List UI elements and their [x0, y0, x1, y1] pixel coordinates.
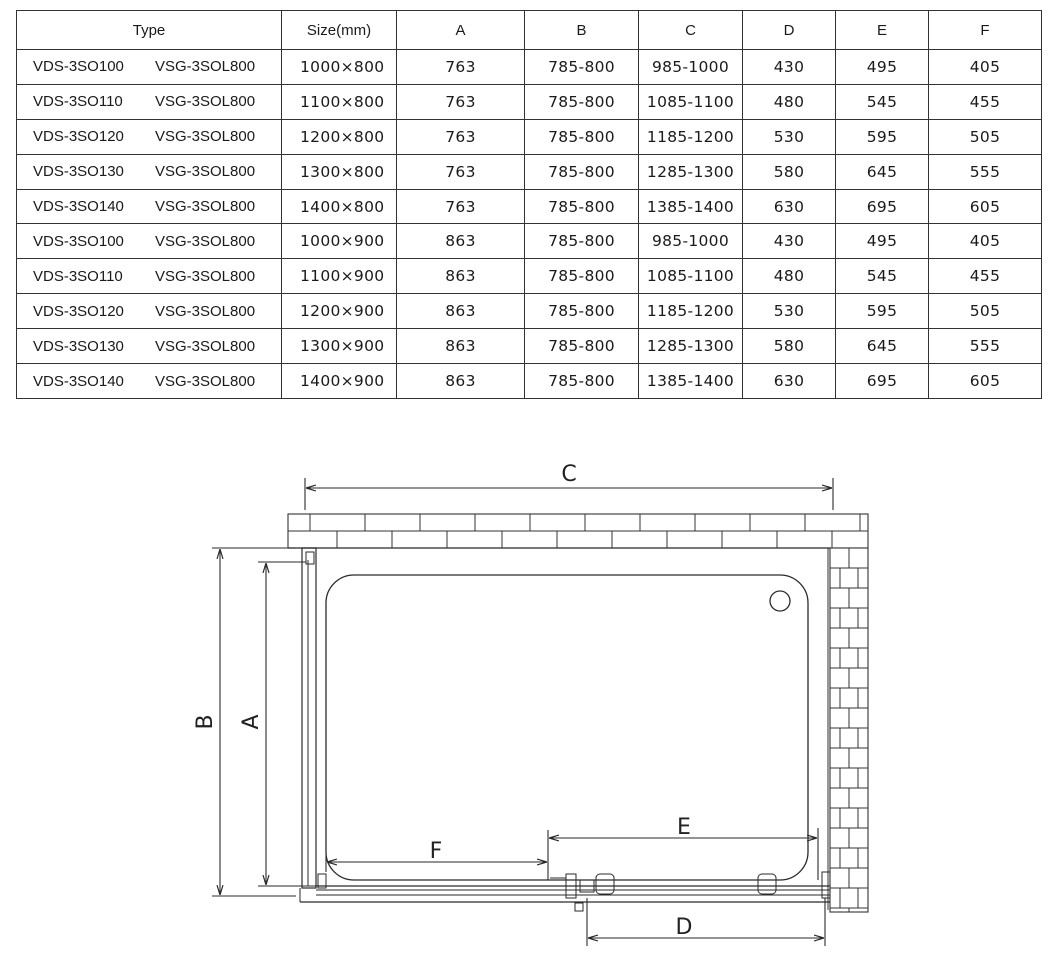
dimension-d — [587, 898, 825, 946]
e-cell: 695 — [836, 189, 929, 224]
header-a: A — [397, 11, 525, 50]
drain — [770, 591, 790, 611]
c-cell: 1285-1300 — [639, 154, 743, 189]
b-cell: 785-800 — [525, 189, 639, 224]
e-cell: 645 — [836, 154, 929, 189]
model-code: VDS-3SO130 — [33, 163, 124, 181]
a-cell: 863 — [397, 294, 525, 329]
a-cell: 863 — [397, 329, 525, 364]
c-cell: 1185-1200 — [639, 294, 743, 329]
dimension-a — [258, 562, 316, 886]
size-cell: 1400×900 — [282, 364, 397, 399]
c-cell: 1085-1100 — [639, 84, 743, 119]
d-cell: 580 — [743, 154, 836, 189]
b-cell: 785-800 — [525, 329, 639, 364]
f-cell: 505 — [929, 119, 1042, 154]
b-cell: 785-800 — [525, 84, 639, 119]
variant-code: VSG-3SOL800 — [155, 337, 256, 355]
f-cell: 505 — [929, 294, 1042, 329]
a-cell: 763 — [397, 189, 525, 224]
size-cell: 1000×900 — [282, 224, 397, 259]
variant-code: VSG-3SOL800 — [155, 198, 256, 215]
d-cell: 430 — [743, 50, 836, 85]
shower-tray — [326, 575, 808, 880]
label-e: E — [677, 815, 691, 840]
b-cell: 785-800 — [525, 119, 639, 154]
e-cell: 495 — [836, 224, 929, 259]
label-d: D — [675, 915, 693, 940]
model-code: VDS-3SO100 — [33, 232, 124, 250]
b-cell: 785-800 — [525, 259, 639, 294]
header-b: B — [525, 11, 639, 50]
size-cell: 1200×800 — [282, 119, 397, 154]
door-rollers — [550, 872, 830, 911]
b-cell: 785-800 — [525, 364, 639, 399]
f-cell: 605 — [929, 189, 1042, 224]
b-cell: 785-800 — [525, 50, 639, 85]
label-a: A — [239, 714, 264, 730]
variant-code: VSG-3SOL800 — [155, 302, 256, 320]
model-code: VDS-3SO140 — [33, 198, 124, 215]
d-cell: 480 — [743, 84, 836, 119]
a-cell: 763 — [397, 154, 525, 189]
model-code: VDS-3SO140 — [33, 372, 124, 390]
b-cell: 785-800 — [525, 224, 639, 259]
d-cell: 430 — [743, 224, 836, 259]
variant-code: VSG-3SOL800 — [155, 163, 256, 181]
model-code: VDS-3SO110 — [33, 267, 123, 285]
model-code: VDS-3SO110 — [33, 93, 123, 111]
c-cell: 1285-1300 — [639, 329, 743, 364]
e-cell: 545 — [836, 84, 929, 119]
size-cell: 1200×900 — [282, 294, 397, 329]
c-cell: 985-1000 — [639, 50, 743, 85]
d-cell: 530 — [743, 119, 836, 154]
a-cell: 763 — [397, 84, 525, 119]
c-cell: 985-1000 — [639, 224, 743, 259]
a-cell: 763 — [397, 50, 525, 85]
label-b: B — [193, 714, 218, 730]
size-cell: 1000×800 — [282, 50, 397, 85]
variant-code: VSG-3SOL800 — [155, 267, 256, 285]
f-cell: 455 — [929, 259, 1042, 294]
d-cell: 630 — [743, 364, 836, 399]
f-cell: 605 — [929, 364, 1042, 399]
size-cell: 1100×900 — [282, 259, 397, 294]
size-cell: 1100×800 — [282, 84, 397, 119]
e-cell: 595 — [836, 294, 929, 329]
model-code: VDS-3SO130 — [33, 337, 124, 355]
label-c: C — [561, 462, 577, 487]
a-cell: 863 — [397, 224, 525, 259]
d-cell: 580 — [743, 329, 836, 364]
a-cell: 863 — [397, 259, 525, 294]
c-cell: 1185-1200 — [639, 119, 743, 154]
size-cell: 1300×800 — [282, 154, 397, 189]
f-cell: 555 — [929, 154, 1042, 189]
f-cell: 405 — [929, 50, 1042, 85]
c-cell: 1085-1100 — [639, 259, 743, 294]
variant-code: VSG-3SOL800 — [155, 58, 256, 76]
variant-code: VSG-3SOL800 — [155, 93, 256, 111]
d-cell: 480 — [743, 259, 836, 294]
f-cell: 555 — [929, 329, 1042, 364]
a-cell: 863 — [397, 364, 525, 399]
model-code: VDS-3SO120 — [33, 302, 124, 320]
b-cell: 785-800 — [525, 294, 639, 329]
b-cell: 785-800 — [525, 154, 639, 189]
a-cell: 763 — [397, 119, 525, 154]
label-f: F — [429, 839, 443, 864]
header-e: E — [836, 11, 929, 50]
header-c: C — [639, 11, 743, 50]
d-cell: 630 — [743, 189, 836, 224]
size-cell: 1300×900 — [282, 329, 397, 364]
e-cell: 645 — [836, 329, 929, 364]
c-cell: 1385-1400 — [639, 189, 743, 224]
model-code: VDS-3SO100 — [33, 58, 124, 76]
header-f: F — [929, 11, 1042, 50]
d-cell: 530 — [743, 294, 836, 329]
enclosure-frame — [300, 548, 830, 902]
header-d: D — [743, 11, 836, 50]
f-cell: 405 — [929, 224, 1042, 259]
variant-code: VSG-3SOL800 — [155, 232, 256, 250]
header-type: Type — [17, 11, 282, 50]
e-cell: 695 — [836, 364, 929, 399]
model-code: VDS-3SO120 — [33, 128, 124, 146]
e-cell: 495 — [836, 50, 929, 85]
brick-pattern — [288, 514, 868, 912]
e-cell: 595 — [836, 119, 929, 154]
header-size: Size(mm) — [282, 11, 397, 50]
f-cell: 455 — [929, 84, 1042, 119]
variant-code: VSG-3SOL800 — [155, 128, 256, 146]
e-cell: 545 — [836, 259, 929, 294]
variant-code: VSG-3SOL800 — [155, 372, 256, 390]
size-cell: 1400×800 — [282, 189, 397, 224]
c-cell: 1385-1400 — [639, 364, 743, 399]
